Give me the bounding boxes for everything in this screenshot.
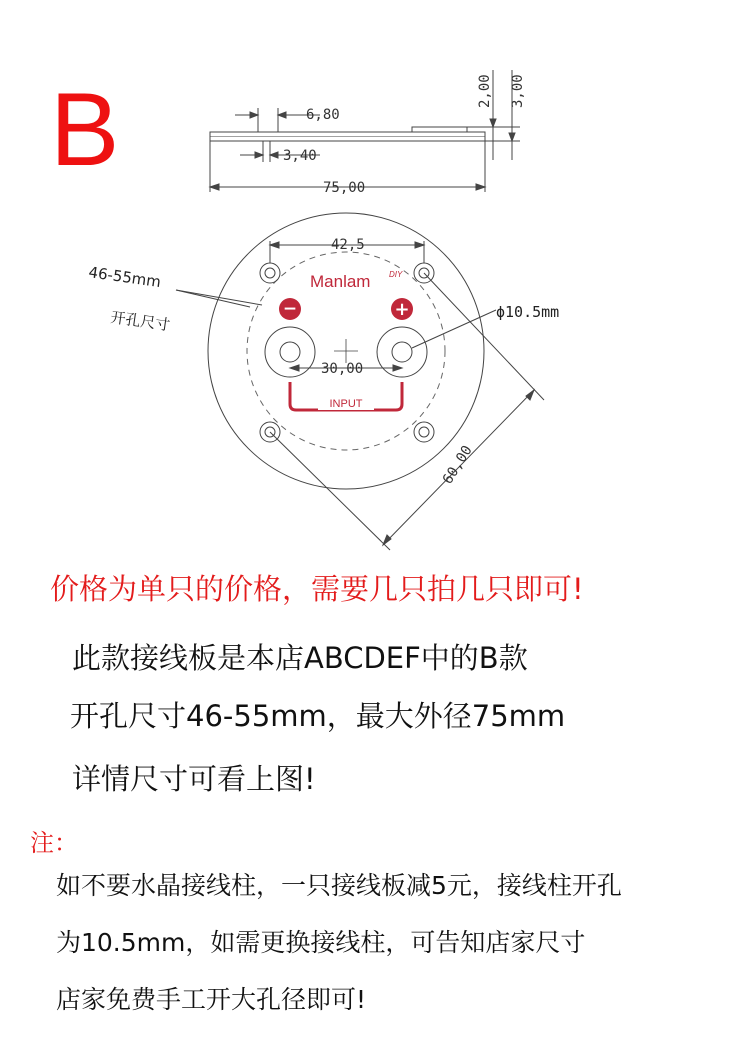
dim-60-00: 60,00	[439, 442, 476, 488]
brand-superscript: DIY	[389, 270, 403, 279]
note-line-2: 为10.5mm，如需更换接线柱，可告知店家尺寸	[56, 928, 586, 957]
minus-sign: −	[282, 299, 298, 319]
dim-75-00: 75,00	[323, 180, 366, 196]
hole-diameter-label: ϕ10.5mm	[496, 303, 560, 321]
dim-3-00: 3,00	[510, 74, 526, 108]
model-letter: B	[50, 72, 120, 188]
cutout-size-label: 46-55mm	[87, 263, 163, 292]
side-tab	[412, 127, 467, 132]
terminal-hole-left	[265, 327, 315, 377]
price-notice: 价格为单只的价格，需要几只拍几只即可!	[50, 572, 584, 606]
side-view	[210, 70, 520, 192]
size-description: 开孔尺寸46-55mm，最大外径75mm	[70, 699, 566, 733]
dim-2-00: 2,00	[477, 74, 493, 108]
top-view	[176, 213, 544, 550]
brand-logo: Manlam	[310, 272, 371, 291]
note-label: 注：	[30, 829, 78, 857]
detail-hint: 详情尺寸可看上图!	[72, 762, 316, 796]
dim-42-5: 42,5	[331, 237, 365, 253]
cutout-caption: 开孔尺寸	[109, 308, 172, 335]
dim-3-40: 3,40	[283, 148, 317, 164]
model-description: 此款接线板是本店ABCDEF中的B款	[72, 641, 528, 675]
note-line-3: 店家免费手工开大孔径即可!	[56, 985, 367, 1014]
terminal-hole-right	[377, 327, 427, 377]
dim-30-00: 30,00	[321, 361, 364, 377]
plus-sign: +	[394, 299, 410, 320]
input-label: INPUT	[329, 398, 363, 410]
dim-6-80: 6,80	[306, 107, 340, 123]
note-line-1: 如不要水晶接线柱，一只接线板减5元，接线柱开孔	[56, 871, 622, 900]
